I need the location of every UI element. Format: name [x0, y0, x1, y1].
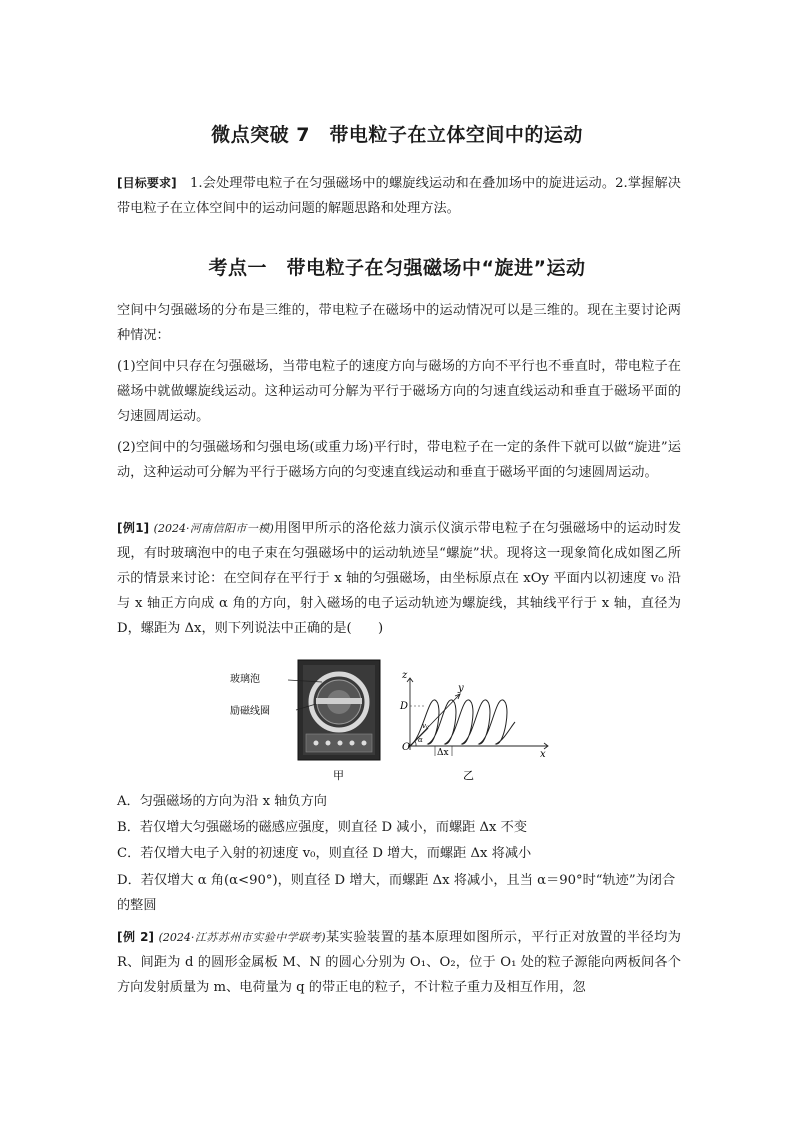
label-alpha: α [418, 736, 423, 744]
example2-source: (2024·江苏苏州市实验中学联考) [158, 931, 326, 944]
label-dx: Δx [437, 748, 449, 758]
example1-tag: [例1] [117, 521, 150, 535]
label-D: D [400, 701, 409, 712]
case2-paragraph: (2)空间中的匀强磁场和匀强电场(或重力场)平行时，带电粒子在一定的条件下就可以做“旋进”运动，这种运动可分解为平行于磁场方向的匀变速直线运动和垂直于磁场平面的匀速圆周运动。 [117, 440, 681, 480]
example1-text: 用图甲所示的洛伦兹力演示仪演示带电粒子在匀强磁场中的运动时发现，有时玻璃泡中的电子束在匀强磁场中的运动轨迹呈“螺旋”状。现将这一现象简化成如图乙所示的情景来讨论：在空间存在平行于 x 轴的匀强磁场，由坐标原点在 xOy 平面内以初速度 v₀ 沿与 x 轴正方向成 α 角的方向，射入磁场的电子运动轨迹为螺旋线，其轴线平行于 x 轴，直径为 D，螺距为 Δx，则下列说法中正确的是( ) [117, 521, 681, 636]
label-v0: v₀ [422, 722, 429, 730]
example2-paragraph [117, 925, 681, 1000]
label-coil: 励磁线圈 [230, 706, 270, 717]
label-origin: O [402, 742, 411, 753]
example2-text: 某实验装置的基本原理如图所示，平行正对放置的半径均为 R、间距为 d 的圆形金属板 M、N 的圆心分别为 O₁、O₂，位于 O₁ 处的粒子源能向两板间各个方向发射质量为 m、电荷量为 q 的带正电的粒子，不计粒子重力及相互作用，忽 [117, 930, 681, 995]
helix-diagram [407, 678, 548, 756]
option-b: B．若仅增大匀强磁场的磁感应强度，则直径 D 减小，而螺距 Δx 不变 [117, 820, 528, 835]
option-c: C．若仅增大电子入射的初速度 v₀，则直径 D 增大，而螺距 Δx 将减小 [117, 846, 532, 861]
example1-paragraph [117, 516, 681, 641]
option-a: A．匀强磁场的方向为沿 x 轴负方向 [117, 794, 327, 809]
example2-tag: [例 2] [117, 930, 154, 944]
goal-text: 1.会处理带电粒子在匀强磁场中的螺旋线运动和在叠加场中的旋进运动。2.掌握解决带电粒子在立体空间中的运动问题的解题思路和处理方法。 [117, 176, 681, 216]
label-y: y [458, 683, 464, 694]
label-x: x [540, 749, 546, 760]
caption-b: 乙 [463, 769, 474, 782]
option-d: D．若仅增大 α 角(α<90°)，则直径 D 增大，而螺距 Δx 将减小，且当 α＝90°时“轨迹”为闭合的整圆 [117, 873, 676, 913]
lorentz-demonstrator-photo [298, 660, 380, 760]
section-title: 考点一 带电粒子在匀强磁场中“旋进”运动 [208, 257, 586, 279]
goal-tag: [目标要求] [117, 176, 177, 190]
case1-paragraph: (1)空间中只存在匀强磁场，当带电粒子的速度方向与磁场的方向不平行也不垂直时，带电粒子在磁场中就做螺旋线运动。这种运动可分解为平行于磁场方向的匀速直线运动和垂直于磁场平面的匀速圆周运动。 [117, 359, 681, 424]
example1-source: (2024·河南信阳市一模) [153, 522, 274, 535]
example1-figure [230, 658, 560, 784]
page-title: 微点突破 7 带电粒子在立体空间中的运动 [211, 124, 583, 146]
label-z: z [402, 670, 408, 681]
goal-paragraph [117, 171, 681, 221]
label-bulb: 玻璃泡 [230, 674, 260, 685]
caption-a: 甲 [333, 769, 344, 782]
intro-paragraph: 空间中匀强磁场的分布是三维的，带电粒子在磁场中的运动情况可以是三维的。现在主要讨论两种情况： [117, 303, 681, 343]
